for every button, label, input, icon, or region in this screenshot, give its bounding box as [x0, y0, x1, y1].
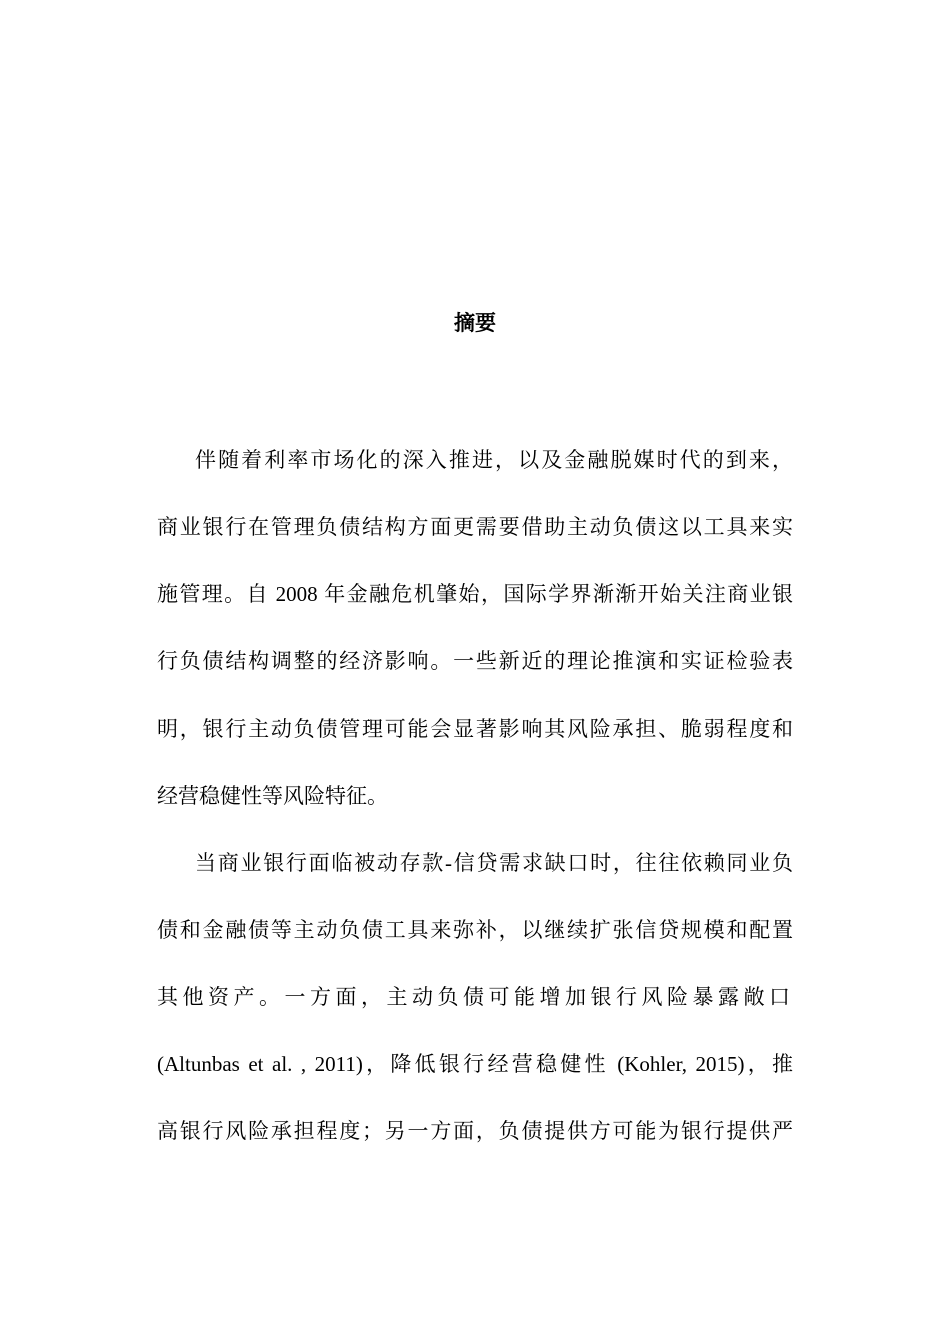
paragraph-line: (Altunbas et al. , 2011)，降低银行经营稳健性 (Kohler, 2015)，推: [157, 1052, 793, 1076]
page-title: 摘要: [454, 310, 496, 335]
paragraph-line: 施管理。自 2008 年金融危机肇始，国际学界渐渐开始关注商业银: [157, 582, 793, 606]
paragraph-line: 高银行风险承担程度；另一方面，负债提供方可能为银行提供严: [157, 1119, 793, 1143]
paragraph-line: 债和金融债等主动负债工具来弥补，以继续扩张信贷规模和配置: [157, 918, 793, 942]
paragraph-line: 行负债结构调整的经济影响。一些新近的理论推演和实证检验表: [157, 649, 793, 673]
paragraph-line: 其他资产。一方面，主动负债可能增加银行风险暴露敞口: [157, 985, 793, 1009]
paragraph-line: 当商业银行面临被动存款-信贷需求缺口时，往往依赖同业负: [195, 851, 793, 875]
paragraph-line: 商业银行在管理负债结构方面更需要借助主动负债这以工具来实: [157, 515, 793, 539]
paragraph-line: 明，银行主动负债管理可能会显著影响其风险承担、脆弱程度和: [157, 717, 793, 741]
paragraph-line: 伴随着利率市场化的深入推进，以及金融脱媒时代的到来，: [195, 448, 793, 472]
paragraph-line: 经营稳健性等风险特征。: [157, 784, 388, 808]
